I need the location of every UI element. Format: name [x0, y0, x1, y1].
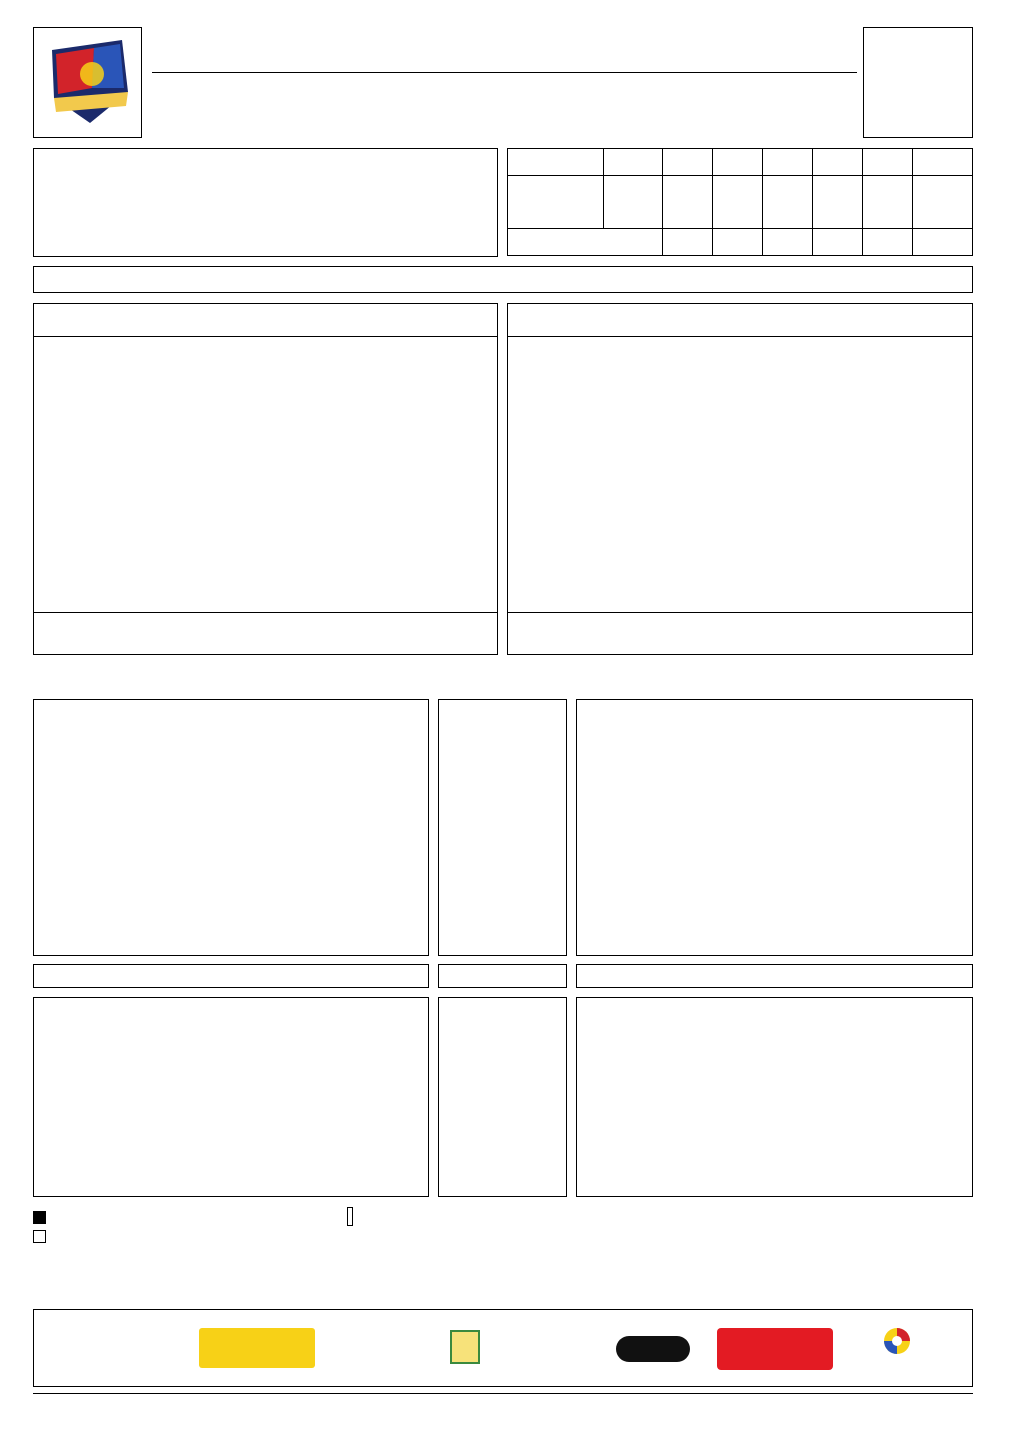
set-score — [663, 176, 713, 203]
score-header-total — [913, 149, 973, 176]
set-score — [763, 202, 813, 229]
score-row-phf — [508, 176, 973, 203]
nonscoring-right-table — [576, 997, 973, 1197]
psl-logo — [34, 28, 141, 137]
legend — [33, 1206, 473, 1266]
score-header-3 — [763, 149, 813, 176]
score-table — [507, 148, 973, 256]
team-b-roster — [507, 303, 973, 655]
set-duration-row — [508, 229, 973, 256]
team-sets — [604, 202, 663, 229]
set-duration — [713, 229, 763, 256]
header-title-row — [152, 32, 857, 73]
nonscoring-skills-column — [438, 997, 567, 1197]
score-header-1 — [663, 149, 713, 176]
set-score — [663, 202, 713, 229]
eurotel-logo — [450, 1330, 586, 1366]
score-header-4 — [813, 149, 863, 176]
team-a-roster — [33, 303, 498, 655]
set-score — [813, 176, 863, 203]
best-scorer-label-box — [438, 964, 567, 988]
sponsor-bar — [33, 1309, 973, 1387]
psl-logo-box — [33, 27, 142, 138]
set-duration — [763, 229, 813, 256]
starting-lineup-icon — [33, 1211, 46, 1224]
team-total — [913, 176, 973, 203]
score-header-2 — [713, 149, 763, 176]
broadcaster-logo-box — [863, 27, 973, 138]
team-a-set-headers — [360, 311, 455, 328]
match-info-box — [33, 148, 498, 257]
set-score — [863, 176, 913, 203]
captain-box-icon — [347, 1207, 353, 1226]
team-code — [508, 202, 604, 229]
team-b-set-headers — [834, 311, 929, 328]
set-score — [713, 176, 763, 203]
team-code — [508, 176, 604, 203]
best-scorer-right — [576, 964, 973, 988]
set-duration — [813, 229, 863, 256]
kapatid-logo — [616, 1336, 690, 1362]
score-header-teams — [508, 149, 604, 176]
nonscoring-left-table — [33, 997, 429, 1197]
scoring-right-table — [576, 699, 973, 956]
pcso-emblem-icon — [882, 1326, 912, 1356]
score-row-chd — [508, 202, 973, 229]
set-score — [863, 202, 913, 229]
total-set-duration — [913, 229, 973, 256]
referees-box — [33, 266, 973, 293]
score-header-sets — [604, 149, 663, 176]
team-total — [913, 202, 973, 229]
set-duration — [663, 229, 713, 256]
best-scorer-left — [33, 964, 429, 988]
scoring-left-table — [33, 699, 429, 956]
set-duration-label — [508, 229, 663, 256]
set-score — [813, 202, 863, 229]
substitute-icon — [33, 1230, 46, 1243]
score-header-5 — [863, 149, 913, 176]
set-score — [763, 176, 813, 203]
sogo-logo — [717, 1328, 833, 1370]
scoring-skills-column — [438, 699, 567, 956]
team-sets — [604, 176, 663, 203]
mikasa-logo — [199, 1328, 315, 1368]
pcso-logo — [872, 1326, 922, 1372]
set-score — [713, 202, 763, 229]
set-duration — [863, 229, 913, 256]
